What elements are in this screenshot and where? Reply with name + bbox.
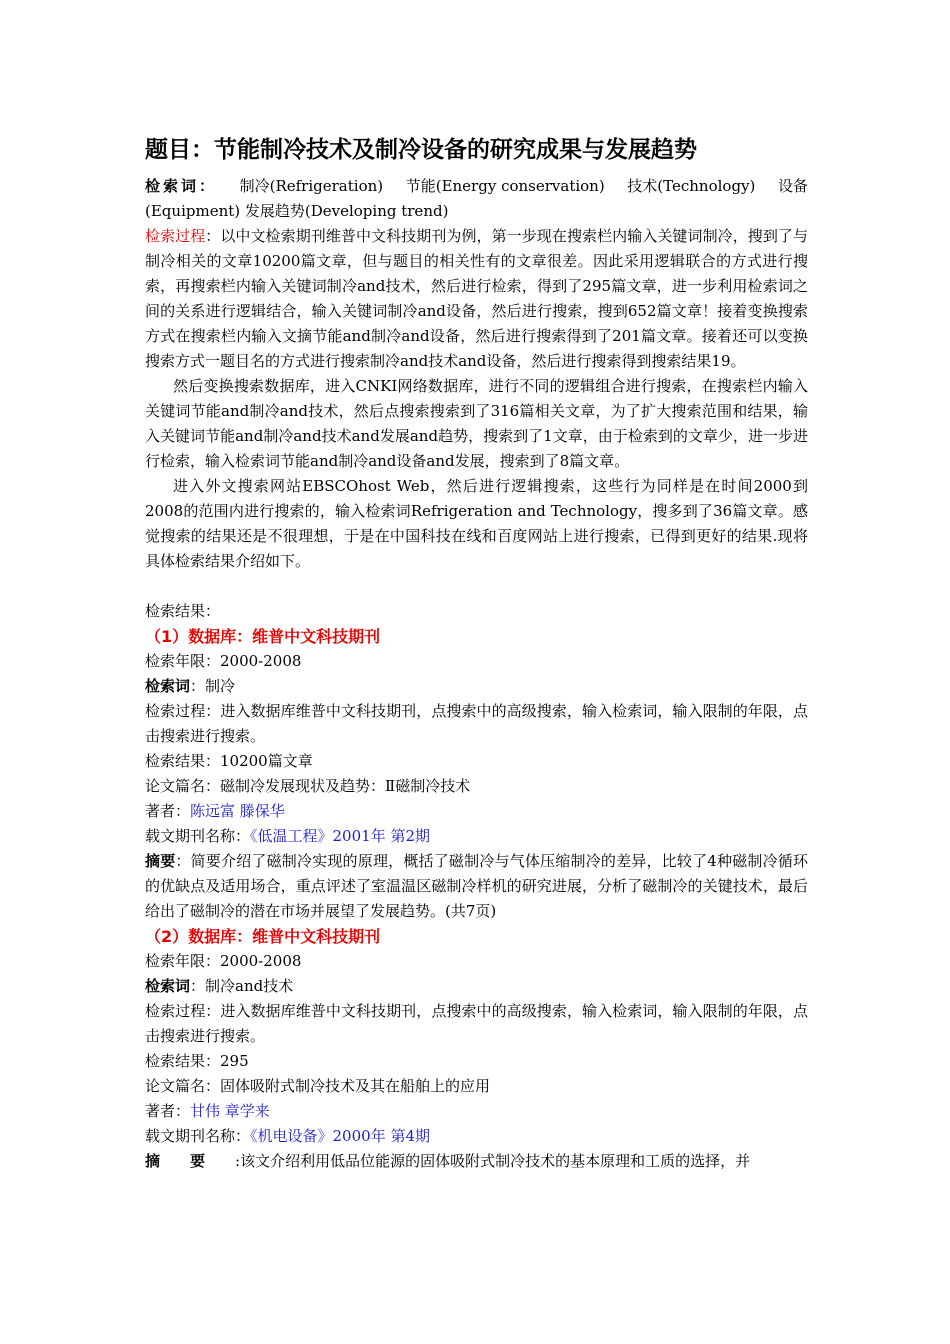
result-years: 检索年限：2000-2008 <box>145 952 302 970</box>
keywords-line <box>145 174 808 199</box>
keyword-energy-conservation: 节能(Energy conservation) <box>405 177 605 195</box>
result-keywords: 检索词：制冷 <box>145 677 236 695</box>
result-years: 检索年限：2000-2008 <box>145 652 302 670</box>
result-paper-title: 论文篇名：磁制冷发展现状及趋势：Ⅱ磁制冷技术 <box>145 777 471 795</box>
process-paragraph-3: 进入外文搜索网站EBSCOhost Web，然后进行逻辑搜索，这些行为同样是在时间2000到2008的范围内进行搜索的，输入检索词Refrigeration and Technology，搜多到了36篇文章。感觉搜索的结果还是不很理想，于是在中国科技在线和百度网站上进行搜索，已得到更好的结果.现将具体检索结果介绍如下。 <box>145 477 808 570</box>
document-title: 题目：节能制冷技术及制冷设备的研究成果与发展趋势 <box>145 137 697 163</box>
keyword-technology: 技术(Technology) <box>627 177 756 195</box>
result-block <box>145 624 808 924</box>
keywords-label: 检索词： <box>145 177 218 195</box>
keyword-equipment: 设备 <box>777 177 808 195</box>
keywords-line-2: (Equipment) 发展趋势(Developing trend) <box>145 202 449 220</box>
result-abstract: 摘要:该文介绍利用低品位能源的固体吸附式制冷技术的基本原理和工质的选择，并 <box>145 1152 751 1170</box>
result-heading: （1）数据库：维普中文科技期刊 <box>145 627 381 646</box>
document-page <box>145 130 808 1174</box>
result-heading: （2）数据库：维普中文科技期刊 <box>145 927 381 946</box>
results-label: 检索结果： <box>145 602 221 620</box>
author-link[interactable]: 陈远富 滕保华 <box>190 802 285 820</box>
result-count: 检索结果：295 <box>145 1052 249 1070</box>
result-process: 检索过程：进入数据库维普中文科技期刊，点搜索中的高级搜索，输入检索词，输入限制的年限，点击搜索进行搜索。 <box>145 1002 808 1045</box>
result-authors: 著者：陈远富 滕保华 <box>145 802 285 820</box>
result-authors: 著者：甘伟 章学来 <box>145 1102 270 1120</box>
result-keywords: 检索词：制冷and技术 <box>145 977 294 995</box>
result-journal: 载文期刊名称：《机电设备》2000年 第4期 <box>145 1127 431 1145</box>
process-paragraph-2: 然后变换搜索数据库，进入CNKI网络数据库，进行不同的逻辑组合进行搜索，在搜索栏内输入关键词节能and制冷and技术，然后点搜索搜索到了316篇相关文章，为了扩大搜索范围和结果，输入关键词节能and制冷and技术and发展and趋势，搜索到了1文章，由于检索到的文章少，进一步进行检索，输入检索词节能and制冷and设备and发展，搜索到了8篇文章。 <box>145 377 808 470</box>
result-count: 检索结果：10200篇文章 <box>145 752 313 770</box>
result-paper-title: 论文篇名：固体吸附式制冷技术及其在船舶上的应用 <box>145 1077 491 1095</box>
process-paragraph-1: 检索过程：以中文检索期刊维普中文科技期刊为例，第一步现在搜索栏内输入关键词制冷，搜到了与制冷相关的文章10200篇文章，但与题目的相关性有的文章很差。因此采用逻辑联合的方式进行搜索，再搜索栏内输入关键词制冷and技术，然后进行检索，得到了295篇文章，进一步利用检索词之间的关系进行逻辑结合，输入关键词制冷and设备，然后进行搜索，搜到652篇文章！接着变换搜索方式在搜索栏内输入文摘节能and制冷and设备，然后进行搜索得到了201篇文章。接着还可以变换搜索方式一题目名的方式进行搜索制冷and技术and设备，然后进行搜索得到搜索结果19。 <box>145 227 808 370</box>
result-abstract: 摘要：简要介绍了磁制冷实现的原理，概括了磁制冷与气体压缩制冷的差异，比较了4种磁制冷循环的优缺点及适用场合，重点评述了室温温区磁制冷样机的研究进展，分析了磁制冷的关键技术，最后给出了磁制冷的潜在市场并展望了发展趋势。(共7页) <box>145 852 808 920</box>
author-link[interactable]: 甘伟 章学来 <box>190 1102 270 1120</box>
result-block <box>145 924 808 1174</box>
result-process: 检索过程：进入数据库维普中文科技期刊，点搜索中的高级搜索，输入检索词，输入限制的年限，点击搜索进行搜索。 <box>145 702 808 745</box>
process-label: 检索过程 <box>145 227 206 245</box>
result-journal: 载文期刊名称：《低温工程》2001年 第2期 <box>145 827 431 845</box>
journal-link[interactable]: 《低温工程》2001年 第2期 <box>250 827 431 845</box>
journal-link[interactable]: 《机电设备》2000年 第4期 <box>250 1127 431 1145</box>
keyword-refrigeration: 制冷(Refrigeration) <box>239 177 384 195</box>
